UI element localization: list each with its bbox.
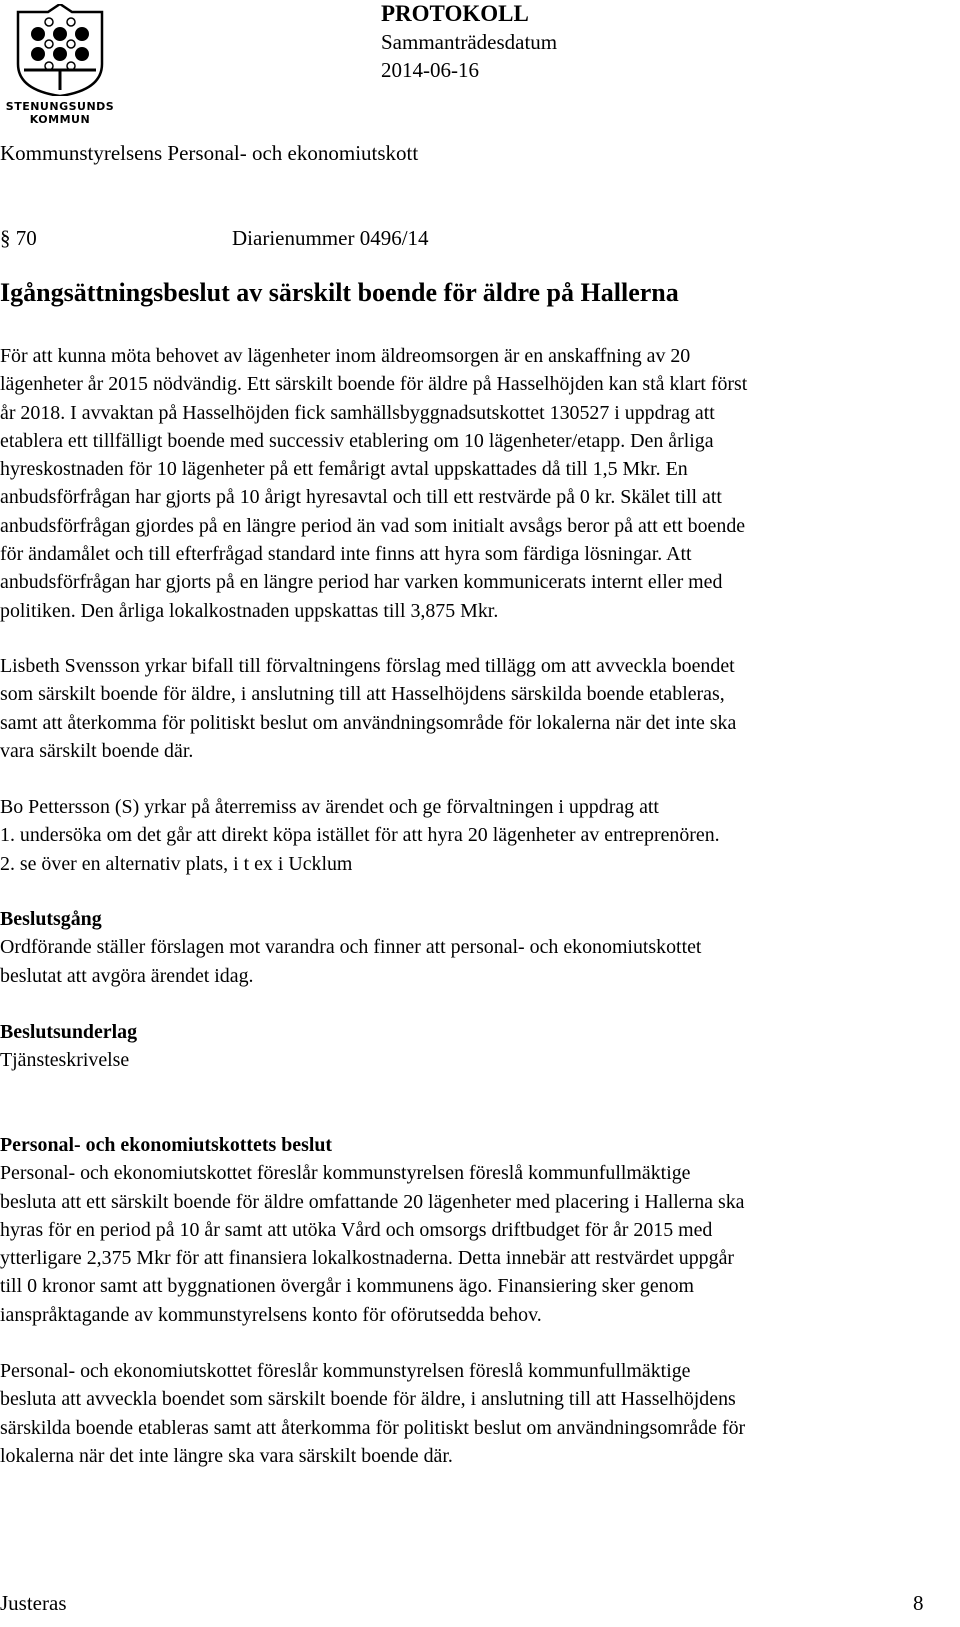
text-line: år 2018. I avvaktan på Hasselhöjden fick samhällsbyggnadsutskottet 130527 i uppdrag att	[0, 401, 715, 424]
section-number: § 70	[0, 226, 37, 250]
paragraph-motion-svensson	[0, 652, 940, 765]
text-line: besluta att avveckla boendet som särskilt boende för äldre, i anslutning till att Hasselhöjdens	[0, 1388, 736, 1411]
text-line: ianspråktagande av kommunstyrelsens konto för oförutsedda behov.	[0, 1303, 542, 1326]
text-line: Lisbeth Svensson yrkar bifall till förvaltningens förslag med tillägg om att avveckla boendet	[0, 655, 735, 677]
footer-justeras: Justeras	[0, 1591, 67, 1615]
text-line: till 0 kronor samt att byggnationen övergår i kommunens ägo. Finansiering sker genom	[0, 1275, 695, 1298]
text-line: etablera ett tillfälligt boende med successiv etablering om 10 lägenheter/etapp. Den årliga	[0, 429, 714, 452]
logo-line1: STENUNGSUNDS	[5, 100, 115, 113]
municipality-logo	[0, 0, 120, 130]
text-line: Bo Pettersson (S) yrkar på återremiss av ärendet och ge förvaltningen i uppdrag att	[0, 796, 659, 818]
text-line: som särskilt boende för äldre, i anslutning till att Hasselhöjdens särskilda boende etableras,	[0, 683, 725, 706]
text-line: 1. undersöka om det går att direkt köpa istället för att hyra 20 lägenheter av entreprenören.	[0, 824, 720, 847]
meeting-date: 2014-06-16	[381, 58, 479, 82]
text-line: lägenheter år 2015 nödvändig. Ett särskilt boende för äldre på Hasselhöjden kan stå klart först	[0, 373, 748, 396]
text-line: Tjänsteskrivelse	[0, 1049, 130, 1072]
section-decision	[0, 1131, 940, 1329]
text-line: politiken. Den årliga lokalkostnaden uppskattas till 3,875 Mkr.	[0, 599, 499, 622]
page-number: 8	[913, 1591, 924, 1615]
section-beslutsgang	[0, 905, 940, 990]
text-line: lokalerna när det inte längre ska vara särskilt boende där.	[0, 1444, 453, 1467]
text-line: ytterligare 2,375 Mkr för att finansiera lokalkostnaderna. Detta innebär att restvärdet uppgår	[0, 1247, 735, 1270]
paragraph-background	[0, 342, 940, 625]
text-line: besluta att ett särskilt boende för äldre omfattande 20 lägenheter med placering i Hallerna ska	[0, 1190, 745, 1213]
section-heading: Personal- och ekonomiutskottets beslut	[0, 1134, 333, 1156]
meeting-date-label: Sammanträdesdatum	[381, 30, 558, 54]
text-line: 2. se över en alternativ plats, i t ex i Ucklum	[0, 852, 353, 875]
section-decision-part2	[0, 1357, 940, 1470]
section-heading: Beslutsgång	[0, 908, 102, 930]
coat-of-arms-icon	[10, 4, 110, 96]
section-beslutsunderlag	[0, 1018, 940, 1075]
text-line: beslutat att avgöra ärendet idag.	[0, 964, 254, 987]
text-line: vara särskilt boende där.	[0, 739, 194, 762]
diary-number: Diarienummer 0496/14	[232, 226, 429, 250]
text-line: anbudsförfrågan har gjorts på en längre period har varken kommunicerats internt eller med	[0, 571, 723, 594]
text-line: Ordförande ställer förslagen mot varandra och finner att personal- och ekonomiutskottet	[0, 936, 702, 959]
text-line: Personal- och ekonomiutskottet föreslår kommunstyrelsen föreslå kommunfullmäktige	[0, 1360, 691, 1382]
text-line: anbudsförfrågan har gjorts på 10 årigt hyresavtal och till ett restvärde på 0 kr. Skälet till att	[0, 486, 722, 509]
text-line: samt att återkomma för politiskt beslut om användningsområde för lokalerna när det inte ska	[0, 711, 737, 734]
document-title: Igångsättningsbeslut av särskilt boende för äldre på Hallerna	[0, 278, 679, 307]
committee-name: Kommunstyrelsens Personal- och ekonomiutskott	[0, 141, 419, 165]
text-line: hyras för en period på 10 år samt att utöka Vård och omsorgs driftbudget för år 2015 med	[0, 1218, 713, 1241]
text-line: för ändamålet och till efterfrågad standard inte finns att hyra som färdiga lösningar. Att	[0, 543, 692, 566]
text-line: För att kunna möta behovet av lägenheter inom äldreomsorgen är en anskaffning av 20	[0, 345, 691, 367]
document-header	[381, 0, 557, 84]
paragraph-motion-pettersson	[0, 793, 940, 878]
text-line: anbudsförfrågan gjordes på en längre period än vad som initialt avsågs beror på att ett boende	[0, 514, 746, 537]
section-heading: Beslutsunderlag	[0, 1021, 138, 1043]
text-line: hyreskostnaden för 10 lägenheter på ett femårigt avtal uppskattades då till 1,5 Mkr. En	[0, 458, 688, 481]
text-line: Personal- och ekonomiutskottet föreslår kommunstyrelsen föreslå kommunfullmäktige	[0, 1162, 691, 1185]
text-line: särskilda boende etableras samt att återkomma för politiskt beslut om användningsområde för	[0, 1416, 746, 1439]
protocol-title: PROTOKOLL	[381, 1, 529, 26]
logo-line2: KOMMUN	[29, 113, 91, 126]
